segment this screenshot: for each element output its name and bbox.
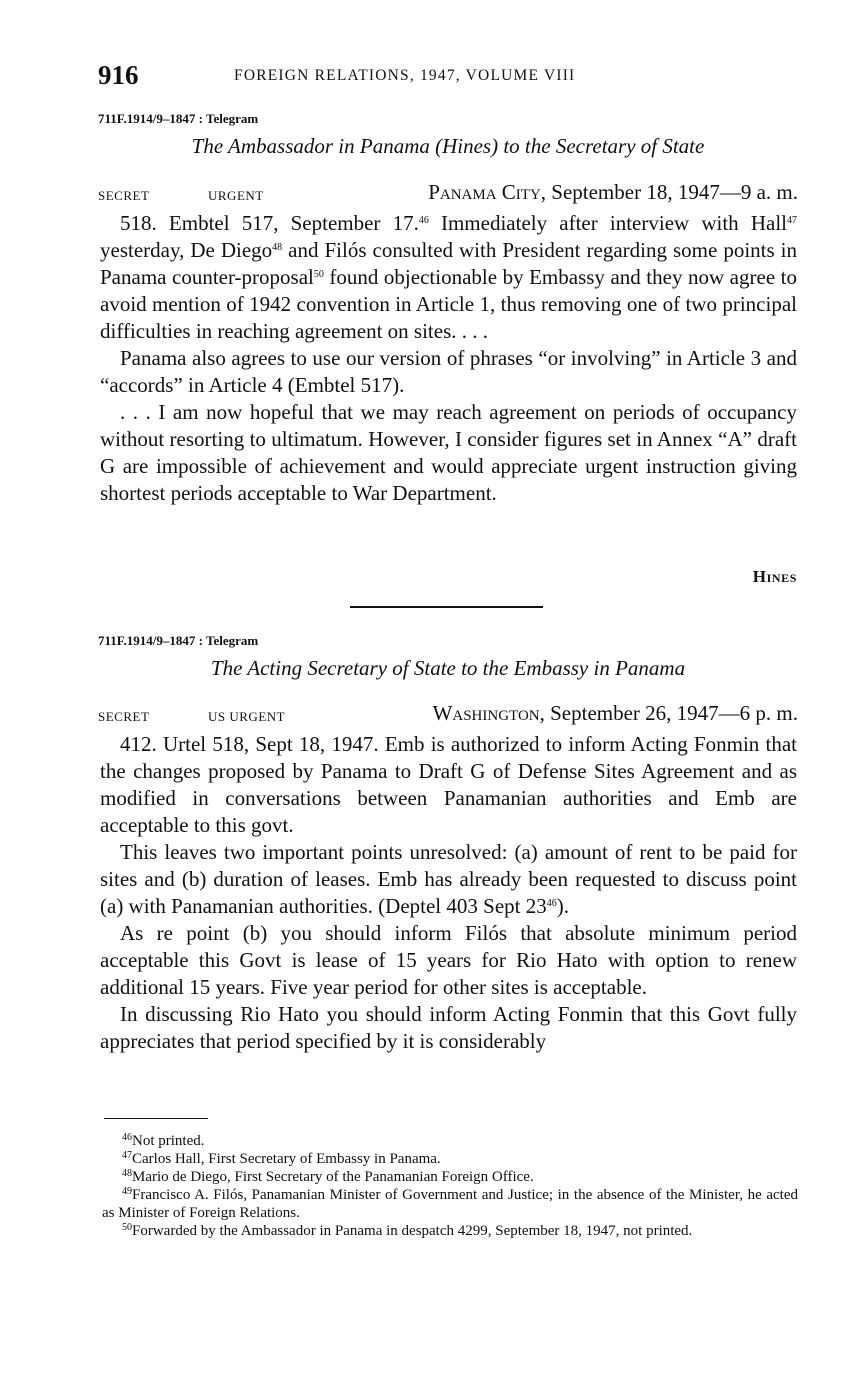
telegram-body [100, 731, 797, 1055]
classification-mark: SECRET [98, 188, 150, 203]
date: September 26, 1947—6 p. m. [550, 701, 798, 725]
footnote-ref: 48 [272, 242, 283, 253]
page-header [98, 60, 798, 94]
footnote: $^{49}$Francisco A. Filós, Panamanian Minister of Government and Justice; in the absence of the Minister, he acted as Minister of Foreign Relations. [102, 1186, 798, 1221]
paragraph: This leaves two important points unresolved: (a) amount of rent to be paid for sites and (b) duration of leases. Emb has already been requested to discuss point (a) with Panamanian authorities. (Deptel 403 Sept $23^{46}$). [100, 840, 797, 918]
priority-mark: US URGENT [208, 709, 286, 724]
place: Washington, [432, 701, 545, 725]
place-date [433, 701, 798, 726]
place-date [428, 180, 798, 205]
paragraph: 412. Urtel 518, Sept 18, 1947. Emb is authorized to inform Acting Fonmin that the changes proposed by Panama to Draft G of Defense Sites Agreement and as modified in conversations between Panamanian authorities and Emb are acceptable to this govt. [100, 732, 797, 837]
priority-mark: URGENT [208, 188, 264, 203]
footnote-ref: 46 [418, 215, 429, 226]
footnote: $^{50}$Forwarded by the Ambassador in Panama in despatch 4299, September 18, 1947, not printed. [122, 1222, 693, 1239]
dateline [98, 701, 798, 731]
document-title: The Ambassador in Panama (Hines) to the Secretary of State [191, 134, 705, 158]
paragraph: 518. Embtel 517, September 17.46 Immediately after interview with Hall$^{47}$ yesterday, De Diego$^{48}$ and Filós consulted with President regarding some points in Panama counter-proposal$^{50}$ found objectionable by Embassy and they now agree to avoid mention of 1942 convention in Article 1, thus removing one of two principal difficulties in reaching agreement on sites. . . . [100, 211, 798, 343]
separator-rule [350, 606, 543, 608]
page-number: 916 [98, 60, 139, 90]
running-title: FOREIGN RELATIONS, 1947, VOLUME VIII [234, 67, 576, 84]
footnote-ref: 46 [546, 898, 557, 909]
paragraph: As re point (b) you should inform Filós that absolute minimum period acceptable this Govt is lease of 15 years for Rio Hato with option to renew additional 15 years. Five year period for other sites is acceptable. [100, 921, 797, 999]
classification-mark: SECRET [98, 709, 150, 724]
footnote: $^{46}$Not printed. [122, 1132, 205, 1149]
footnote-ref: 50 [313, 269, 324, 280]
paragraph: In discussing Rio Hato you should inform Acting Fonmin that this Govt fully appreciates that period specified by it is considerably [100, 1002, 797, 1053]
file-reference: 711F.1914/9–1847 : Telegram [98, 111, 259, 126]
signature: Hines [752, 567, 797, 586]
telegram-body [100, 210, 797, 507]
paragraph: . . . I am now hopeful that we may reach agreement on periods of occupancy without resorting to ultimatum. However, I consider figures set in Annex “A” draft G are impossible of achievement and would appreciate urgent instruction giving shortest periods acceptable to War Department. [100, 400, 797, 505]
footnote-rule [104, 1118, 208, 1119]
footnote: $^{47}$Carlos Hall, First Secretary of Embassy in Panama. [122, 1150, 441, 1167]
footnote: $^{48}$Mario de Diego, First Secretary of the Panamanian Foreign Office. [122, 1168, 534, 1185]
date: September 18, 1947—9 a. m. [551, 180, 798, 204]
dateline [98, 180, 798, 210]
footnotes [102, 1132, 798, 1240]
footnote-ref: 47 [787, 215, 797, 226]
file-reference: 711F.1914/9–1847 : Telegram [98, 633, 259, 648]
place: Panama City, [428, 180, 547, 204]
paragraph: Panama also agrees to use our version of phrases “or involving” in Article 3 and “accords” in Article 4 (Embtel 517). [100, 346, 797, 397]
document-title: The Acting Secretary of State to the Embassy in Panama [210, 656, 686, 680]
